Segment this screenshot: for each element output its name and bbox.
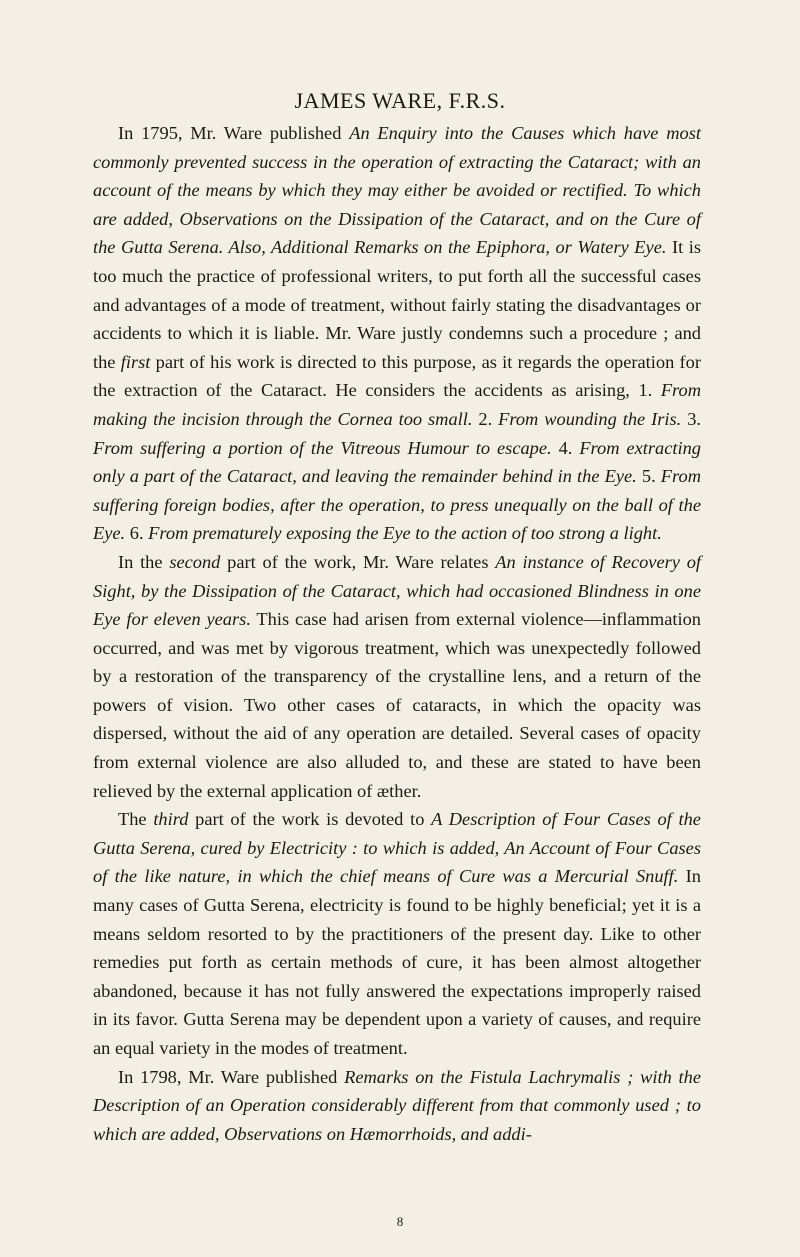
text-run: In 1795, Mr. Ware published (118, 123, 350, 143)
italic-text: second (169, 551, 221, 572)
italic-text: An Enquiry into the Causes which have most commonly prevented success in the operation of extracting the Cataract; with an account of the means by which they may either be avoided or rectified. To which are added, Observations on the Dissipation of the Cataract, and on the Cure of the Gutta Serena. Also, Additional Remarks on the Epiphora, or Watery Eye. (93, 123, 702, 258)
text-run: 6. (125, 523, 149, 544)
text-run: part of his work is directed to this purpose, as it regards the operation for the extraction of the Cataract. He considers the accidents as arising, 1. (93, 351, 701, 401)
paragraph (93, 1063, 701, 1149)
italic-text: An instance of Recovery of Sight, by the Dissipation of the Cataract, which had occasioned Blindness in one Eye for eleven years. (93, 551, 702, 630)
italic-text: From wounding the Iris. (498, 408, 682, 429)
running-header: JAMES WARE, F.R.S. (294, 88, 506, 113)
body-text (93, 119, 701, 1148)
text-run: In 1798, Mr. Ware published (118, 1066, 345, 1087)
italic-text: From prematurely exposing the Eye to the action of too strong a light. (148, 523, 662, 544)
text-run: 5. (636, 466, 661, 487)
italic-text: A Description of Four Cases of the Gutta Serena, cured by Electricity : to which is added, An Account of Four Cases of the like nature, in which the chief means of Cure was a Mercurial Snuff. (93, 809, 701, 887)
text-run: This case had arisen from external violence—inflammation occurred, and was met by vigorous treatment, which was unexpectedly followed by a restoration of the transparency of the crystalline lens, and a return of the powers of vision. Two other cases of cataracts, in which the opacity was dispersed, without the aid of any operation are detailed. Several cases of opacity from external violence are also alluded to, and these are stated to have been relieved by the external application of æther. (93, 609, 701, 801)
text-run: In many cases of Gutta Serena, electricity is found to be highly beneficial; yet it is a means seldom resorted to by the practitioners of the present day. Like to other remedies put forth as certain methods of cure, it has been almost altogether abandoned, because it has not fully answered the expectations improperly raised in its favor. Gutta Serena may be dependent upon a variety of causes, and require an equal variety in the modes of treatment. (93, 866, 701, 1058)
italic-text: first (120, 351, 151, 372)
text-run: part of the work, Mr. Ware relates (220, 551, 496, 572)
text-run: 3. (681, 408, 702, 429)
italic-text: From suffering a portion of the Vitreous Humour to escape. (93, 437, 552, 458)
italic-text: From suffering foreign bodies, after the operation, to press unequally on the ball of the Eye. (93, 466, 701, 544)
italic-text: From extracting only a part of the Cataract, and leaving the remainder behind in the Eye. (93, 437, 701, 487)
text-run: The (118, 809, 154, 830)
paragraph (93, 119, 701, 548)
text-run: It is too much the practice of professional writers, to put forth all the successful cases and advantages of a mode of treatment, without fairly stating the disadvantages or accidents to which it is liable. Mr. Ware justly condemns such a procedure ; and the (93, 237, 701, 372)
text-run: 4. (551, 437, 580, 458)
italic-text: third (153, 809, 189, 830)
paragraph (93, 548, 701, 805)
text-run: 2. (472, 408, 499, 429)
italic-text: From making the incision through the Cornea too small. (93, 380, 701, 429)
italic-text: Remarks on the Fistula Lachrymalis ; with the Description of an Operation considerably different from that commonly used ; to which are added, Observations on Hæmorrhoids, and addi- (93, 1066, 702, 1144)
page-number: 8 (396, 1214, 404, 1229)
paragraph (93, 805, 701, 1062)
text-run: In the (118, 551, 170, 572)
text-run: part of the work is devoted to (188, 809, 432, 830)
